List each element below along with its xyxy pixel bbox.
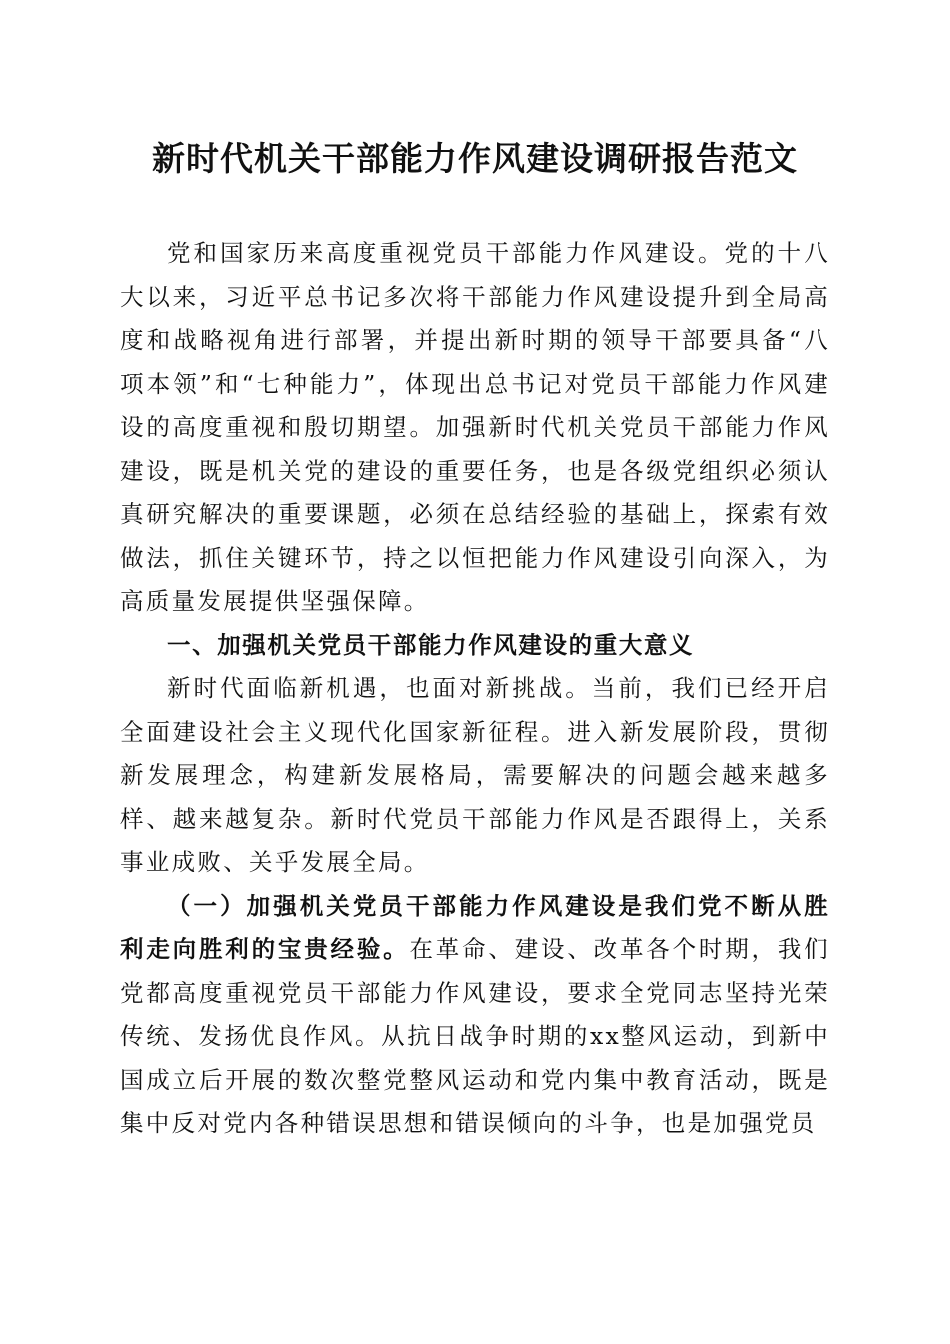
section-heading-1: 一、加强机关党员干部能力作风建设的重大意义 — [167, 630, 695, 659]
intro-paragraph: 党和国家历来高度重视党员干部能力作风建设。党的十八大以来，习近平总书记多次将干部能力作风建设提升到全局高度和战略视角进行部署，并提出新时期的领导干部要具备“八项本领”和“七种能力”，体现出总书记对党员干部能力作风建设的高度重视和殷切期望。加强新时代机关党员干部能力作风建设，既是机关党的建设的重要任务，也是各级党组织必须认真研究解决的重要课题，必须在总结经验的基础上，探索有效做法，抓住关键环节，持之以恒把能力作风建设引向深入，为高质量发展提供坚强保障。 — [120, 239, 830, 615]
subsection-1-text: 在革命、建设、改革各个时期，我们党都高度重视党员干部能力作风建设，要求全党同志坚持光荣传统、发扬优良作风。从抗日战争时期的xx整风运动，到新中国成立后开展的数次整党整风运动和党内集中教育活动，既是集中反对党内各种错误思想和错误倾向的斗争，也是加强党员 — [120, 935, 830, 1137]
document-title: 新时代机关干部能力作风建设调研报告范文 — [152, 139, 798, 178]
subsection-1-paragraph — [120, 885, 830, 1146]
subsection-1-lead: （一）加强机关党员干部能力作风建设是我们党不断从胜利走向胜利的宝贵经验。 — [120, 891, 830, 963]
section-1-intro-paragraph: 新时代面临新机遇，也面对新挑战。当前，我们已经开启全面建设社会主义现代化国家新征程。进入新发展阶段，贯彻新发展理念，构建新发展格局，需要解决的问题会越来越多样、越来越复杂。新时代党员干部能力作风是否跟得上，关系事业成败、关乎发展全局。 — [120, 674, 830, 876]
document-body — [120, 232, 830, 1146]
